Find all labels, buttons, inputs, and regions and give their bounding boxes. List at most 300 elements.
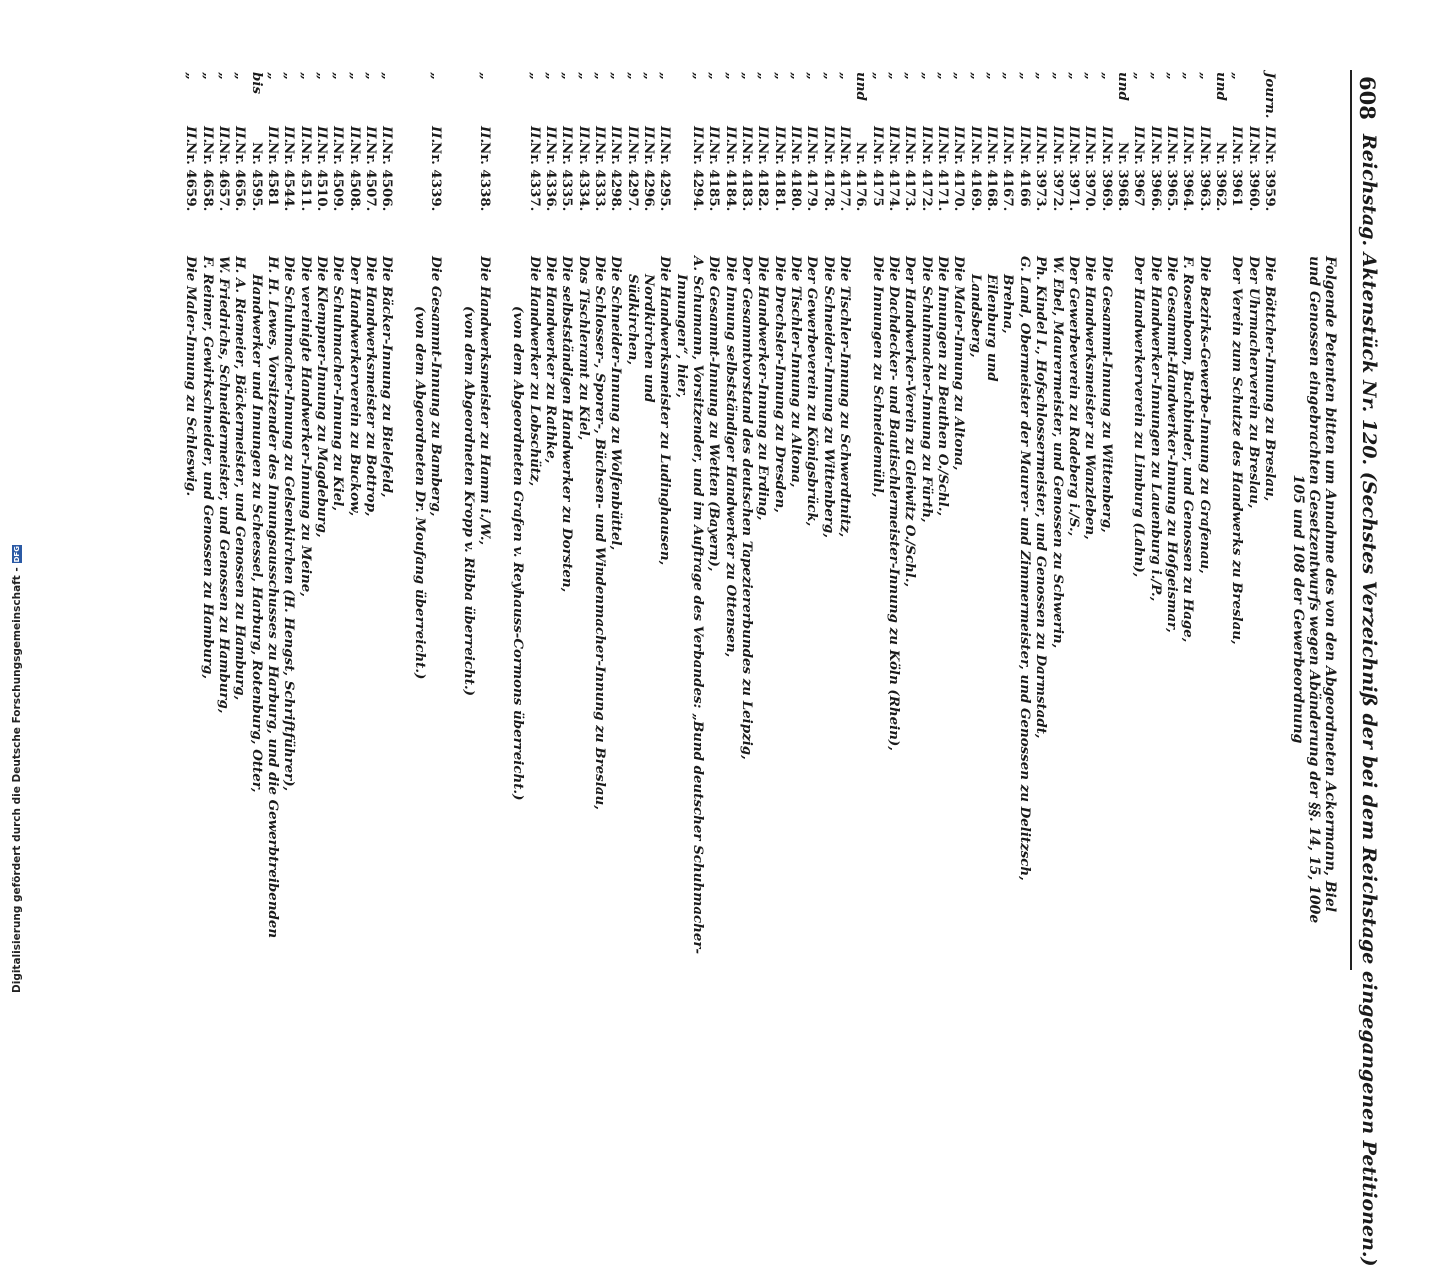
petition-text: Die Drechsler-Innung zu Dresden, [771, 256, 788, 513]
footer [10, 0, 24, 993]
petition-class: II. [886, 126, 903, 144]
petition-row [1180, 70, 1196, 970]
petition-text: Die Maler-Innung zu Schleswig. [183, 256, 200, 497]
petition-row [477, 70, 493, 970]
petition-class: II. [771, 126, 788, 144]
petition-number: Nr. 4168. [984, 142, 1001, 212]
journal-prefix: „ [837, 72, 854, 80]
journal-prefix: „ [363, 72, 380, 80]
journal-prefix: „ [297, 72, 314, 80]
petition-row [755, 70, 771, 970]
petition-row [935, 70, 951, 970]
journal-prefix: „ [1163, 72, 1180, 80]
petition-number: Nr. 4296. [640, 142, 657, 212]
petition-row [1164, 70, 1180, 970]
page-number: 608 [1355, 76, 1380, 120]
petition-number: Nr. 4297. [624, 142, 641, 212]
petition-number: Nr. 4170. [951, 142, 968, 212]
petition-class: II. [542, 126, 559, 144]
petition-text: Der Handwerkerverein zu Buckow, [346, 256, 363, 517]
petition-text: A. Schumann, Vorsitzender, und im Auftrage des Verbandes: „Bund deutscher Schuhmacher- [689, 256, 706, 955]
petition-text: Der Gewerbeverein zu Radeberg i./S., [1065, 256, 1082, 537]
footer-text: Digitalisierung gefördert durch die Deutsche Forschungsgemeinschaft - [11, 567, 23, 993]
journal-prefix: „ [771, 72, 788, 80]
journal-prefix: „ [216, 72, 232, 80]
petition-row [690, 70, 706, 970]
petition-number: Nr. 4337. [526, 142, 543, 212]
journal-prefix: „ [1229, 72, 1246, 80]
petition-text: Der Handwerkerverein zu Limburg (Lahn), [1131, 256, 1148, 578]
petition-class: II. [346, 126, 363, 144]
petition-class: II. [591, 126, 608, 144]
petition-row [1000, 70, 1016, 970]
petition-row [444, 70, 460, 970]
petition-class: II. [1245, 126, 1262, 144]
journal-prefix: „ [330, 72, 347, 80]
petition-text: Die Maler-Innung zu Altona, [951, 256, 968, 471]
petition-row [346, 70, 362, 970]
journal-prefix: „ [967, 72, 984, 80]
journal-prefix: „ [869, 72, 886, 80]
rotated-page-body [80, 70, 1390, 1266]
journal-prefix: „ [640, 72, 657, 80]
petition-row [297, 70, 313, 970]
petition-class: II. [804, 126, 821, 144]
petition-class: II. [232, 126, 249, 144]
petition-number: Nr. 4658. [199, 142, 216, 212]
petition-row [379, 70, 395, 970]
petition-class: II. [918, 126, 935, 144]
petition-number: Nr. 4295. [657, 142, 674, 212]
petition-row [216, 70, 232, 970]
journal-prefix: „ [1180, 72, 1197, 80]
journal-prefix: „ [820, 72, 837, 80]
journal-prefix: „ [265, 72, 282, 80]
petition-text: Die Handwerksmeister zu Bottrop, [363, 256, 380, 517]
journal-prefix: „ [1065, 72, 1082, 80]
petition-class: II. [1180, 126, 1197, 144]
petition-number: Nr. 4510. [314, 142, 331, 212]
journal-prefix: „ [314, 72, 331, 80]
petition-number: Nr. 3963. [1196, 142, 1213, 212]
petition-text: Der Gesammtvorstand des deutschen Tapeziererbundes zu Leipzig, [739, 256, 755, 760]
petition-number: Nr. 3959. [1262, 142, 1278, 212]
petition-text: H. A. Riemeier, Bäckermeister, und Genossen zu Hamburg, [232, 256, 249, 701]
petition-number: Nr. 4338. [477, 142, 494, 212]
petition-number: Nr. 4656. [232, 142, 249, 212]
petition-text: Die Handwerksmeister zu Wanzleben, [1082, 256, 1099, 540]
petition-row [967, 70, 983, 970]
petition-row [363, 70, 379, 970]
petition-number: Nr. 4509. [330, 142, 347, 212]
petition-list [183, 70, 1278, 970]
petition-class: II. [183, 126, 200, 144]
petition-row [869, 70, 885, 970]
petition-text: Die Schuhmacher-Innung zu Kiel, [330, 256, 347, 512]
petition-row [837, 70, 853, 970]
petition-row [788, 70, 804, 970]
journal-prefix: „ [526, 72, 543, 80]
petition-class: II. [1065, 126, 1082, 144]
petition-number: Nr. 3971. [1065, 142, 1082, 212]
petition-text: (von dem Abgeordneten Kropp v. Ribba überreicht.) [461, 306, 478, 696]
petition-row [395, 70, 411, 970]
petition-text: Handwerker und Innungen zu Scheessel, Harburg, Rotenburg, Otter, [248, 274, 265, 793]
journal-prefix: und [853, 72, 870, 101]
journal-prefix: „ [1033, 72, 1050, 80]
petition-text: Landsberg, [967, 274, 984, 358]
petition-row [1098, 70, 1114, 970]
intro-line: 105 und 108 der Gewerbeordnung [1290, 474, 1306, 744]
petition-class: II. [951, 126, 968, 144]
petition-number: Nr. 4659. [183, 142, 200, 212]
petition-class: II. [1033, 126, 1050, 144]
journal-prefix: „ [281, 72, 298, 80]
journal-prefix: „ [951, 72, 968, 80]
petition-row [820, 70, 836, 970]
journal-prefix: „ [542, 72, 559, 80]
petition-number: Nr. 4179. [804, 142, 821, 212]
petition-text: Die Gesammt-Innung zu Wetten (Bayern), [706, 256, 723, 572]
petition-text: Die Handwerksmeister zu Hamm i./W., [477, 256, 494, 546]
petition-number: Nr. 4506. [379, 142, 396, 212]
petition-number: Nr. 4169. [967, 142, 984, 212]
petition-class: II. [526, 126, 543, 144]
petition-class: II. [199, 126, 216, 144]
petition-number: Nr. 4174. [886, 142, 903, 212]
petition-class: II. [788, 126, 805, 144]
petition-class: II. [1262, 126, 1278, 144]
petition-text: Die Böttcher-Innung zu Breslau, [1262, 256, 1278, 502]
petition-row [1115, 70, 1131, 970]
petition-text: Südkirchen, [624, 274, 641, 365]
petition-row [1082, 70, 1098, 970]
petition-text: Die Innungen zu Schneidemühl, [869, 256, 886, 498]
petition-number: Nr. 4334. [575, 142, 592, 212]
journal-prefix: „ [559, 72, 576, 80]
journal-prefix: „ [886, 72, 903, 80]
petition-text: H. H. Lewes, Vorsitzender des Innungsausschusses zu Harburg, und die Gewerbtreibenden [265, 256, 282, 939]
petition-number: Nr. 3966. [1147, 142, 1164, 212]
petition-row [543, 70, 559, 970]
petition-row [1245, 70, 1261, 970]
petition-text: Die Schneider-Innung zu Wittenberg, [820, 256, 837, 538]
petition-number: Nr. 4178. [820, 142, 837, 212]
journal-prefix: „ [346, 72, 363, 80]
petition-number: Nr. 3968. [1114, 142, 1131, 212]
petition-class: II. [1163, 126, 1180, 144]
petition-number: Nr. 4581 [265, 142, 282, 207]
journal-prefix: „ [788, 72, 805, 80]
petition-number: Nr. 4657. [216, 142, 232, 212]
petition-number: Nr. 4294. [689, 142, 706, 212]
petition-number: Nr. 4180. [788, 142, 805, 212]
journal-prefix: „ [755, 72, 772, 80]
journal-prefix: „ [199, 72, 216, 80]
journal-prefix: „ [739, 72, 755, 80]
journal-prefix: „ [689, 72, 706, 80]
petition-class: II. [739, 126, 755, 144]
petition-number: Nr. 3972. [1049, 142, 1066, 212]
petition-row [232, 70, 248, 970]
journal-prefix: „ [379, 72, 396, 80]
journal-prefix: und [1114, 72, 1131, 101]
petition-row [412, 70, 428, 970]
petition-class: II. [935, 126, 952, 144]
journal-prefix: „ [1147, 72, 1164, 80]
petition-row [624, 70, 640, 970]
intro-paragraph [1290, 256, 1338, 962]
petition-number: Nr. 4166 [1016, 142, 1033, 207]
petition-class: II. [837, 126, 854, 144]
petition-class: II. [689, 126, 706, 144]
petition-number: Nr. 3961 [1229, 142, 1246, 207]
page-header [1346, 70, 1390, 1266]
petition-number: Nr. 3973. [1033, 142, 1050, 212]
petition-text: Die Bäcker-Innung zu Bielefeld, [379, 256, 396, 498]
journal-prefix: „ [804, 72, 821, 80]
petition-row [592, 70, 608, 970]
petition-row [722, 70, 738, 970]
journal-prefix: „ [591, 72, 608, 80]
petition-row [1147, 70, 1163, 970]
petition-text: Die Schlosser-, Sporer-, Büchsen- und Windenmacher-Innung zu Breslau, [591, 256, 608, 810]
journal-prefix: und [1212, 72, 1229, 101]
petition-number: Nr. 4508. [346, 142, 363, 212]
petition-number: Nr. 3962. [1212, 142, 1229, 212]
petition-number: Nr. 4171. [935, 142, 952, 212]
petition-row [951, 70, 967, 970]
petition-row [1229, 70, 1245, 970]
petition-class: II. [608, 126, 625, 144]
petition-text: Die Handwerker zu Rathke, [542, 256, 559, 464]
petition-class: II. [216, 126, 232, 144]
petition-text: Die Handwerksmeister zu Ludinghausen, [657, 256, 674, 566]
petition-class: II. [1098, 126, 1115, 144]
petition-text: Die Dachdecker- und Bautischlermeister-Innung zu Köln (Rhein), [886, 256, 903, 751]
petition-number: Nr. 4184. [722, 142, 739, 212]
journal-prefix: „ [1082, 72, 1099, 80]
petition-number: Nr. 4182. [755, 142, 772, 212]
petition-class: II. [755, 126, 772, 144]
petition-number: Nr. 4173. [902, 142, 919, 212]
petition-class: II. [428, 126, 445, 144]
petition-text: Die Gesammt-Innung zu Bamberg, [428, 256, 445, 517]
petition-number: Nr. 4511. [297, 142, 314, 212]
petition-row [1196, 70, 1212, 970]
petition-number: Nr. 4333. [591, 142, 608, 212]
petition-number: Nr. 4339. [428, 142, 445, 212]
page-title: Reichstag. Aktenstück Nr. 120. (Sechstes Verzeichniß der bei dem Reichstage eingegangenen Petitionen.) [1358, 134, 1380, 1266]
petition-class: II. [1049, 126, 1066, 144]
petition-class: II. [722, 126, 739, 144]
petition-text: Die Innungen zu Beuthen O./Schl., [935, 256, 952, 517]
petition-row [575, 70, 591, 970]
petition-row [265, 70, 281, 970]
dfg-logo: DFG [13, 546, 21, 563]
journal-prefix: „ [935, 72, 952, 80]
petition-text: F. Rosenboom, Buchbinder, und Genossen zu Hage, [1180, 256, 1197, 643]
petition-text: Der Uhrmacherverein zu Breslau, [1245, 256, 1262, 509]
journal-prefix: „ [183, 72, 200, 80]
petition-number: Nr. 3960. [1245, 142, 1262, 212]
petition-text: Innungen“, hier, [673, 274, 690, 398]
petition-row [510, 70, 526, 970]
petition-number: Nr. 4176. [853, 142, 870, 212]
petition-text: Die selbstständigen Handwerker zu Dorsten, [559, 256, 576, 593]
journal-prefix: „ [657, 72, 674, 80]
petition-number: Nr. 4185. [706, 142, 723, 212]
petition-text: G. Land, Obermeister der Maurer- und Zimmermeister, und Genossen zu Delitzsch, [1016, 256, 1033, 881]
petition-row [1262, 70, 1278, 970]
petition-row [918, 70, 934, 970]
petition-row [804, 70, 820, 970]
petition-row [494, 70, 510, 970]
petition-class: II. [820, 126, 837, 144]
petition-row [1066, 70, 1082, 970]
petition-text: Brehna, [1000, 274, 1017, 334]
petition-number: Nr. 4177. [837, 142, 854, 212]
petition-class: II. [1147, 126, 1164, 144]
journal-prefix: „ [477, 72, 494, 80]
journal-prefix: „ [1000, 72, 1017, 80]
petition-number: Nr. 4336. [542, 142, 559, 212]
petition-text: F. Reimer, Gewirkschneider, und Genossen zu Hamburg, [199, 256, 216, 680]
petition-text: W. Ebel, Maurermeister, und Genossen zu Schwerin, [1049, 256, 1066, 649]
petition-row [1213, 70, 1229, 970]
petition-class: II. [902, 126, 919, 144]
journal-prefix: „ [918, 72, 935, 80]
petition-number: Nr. 4175 [869, 142, 886, 207]
journal-prefix: „ [1049, 72, 1066, 80]
petition-row [526, 70, 542, 970]
petition-number: Nr. 3970. [1082, 142, 1099, 212]
journal-prefix: „ [984, 72, 1001, 80]
petition-row [248, 70, 264, 970]
petition-number: Nr. 4544. [281, 142, 298, 212]
petition-class: II. [314, 126, 331, 144]
petition-text: Die Klempner-Innung zu Magdeburg, [314, 256, 331, 538]
petition-text: Die Schuhmacher-Innung zu Gelsenkirchen (H. Hengst, Schriftführer), [281, 256, 298, 792]
petition-row [739, 70, 755, 970]
petition-number: Nr. 4167. [1000, 142, 1017, 212]
petition-class: II. [967, 126, 984, 144]
petition-text: Die Tischler-Innung zu Altona, [788, 256, 805, 488]
petition-text: Die Innung selbstständiger Handwerker zu Ottensen, [722, 256, 739, 658]
petition-row [673, 70, 689, 970]
petition-class: II. [379, 126, 396, 144]
petition-class: II. [297, 126, 314, 144]
petition-row [1131, 70, 1147, 970]
journal-prefix: „ [1196, 72, 1213, 80]
petition-text: Die Handwerker-Innungen zu Lauenburg i./P., [1147, 256, 1164, 602]
petition-row [886, 70, 902, 970]
journal-prefix: „ [1098, 72, 1115, 80]
journal-prefix: „ [624, 72, 641, 80]
petition-row [314, 70, 330, 970]
petition-row [1017, 70, 1033, 970]
petition-number: Nr. 4298. [608, 142, 625, 212]
petition-text: Die Gesammt-Innung zu Wittenberg, [1098, 256, 1115, 533]
petition-row [559, 70, 575, 970]
journal-prefix: Journ. [1262, 72, 1278, 119]
intro-line: Folgende Petenten bitten um Annahme des von den Abgeordneten Ackermann, Biel [1322, 256, 1338, 913]
petition-class: II. [1000, 126, 1017, 144]
petition-text: Nordkirchen und [640, 274, 657, 403]
petition-text: Eilenburg und [984, 274, 1001, 382]
petition-number: Nr. 4335. [559, 142, 576, 212]
petition-class: II. [477, 126, 494, 144]
petition-row [657, 70, 673, 970]
petition-text: W. Friedrichs, Schneidermeister, und Genossen zu Hamburg, [216, 256, 232, 714]
petition-row [902, 70, 918, 970]
journal-prefix: „ [1131, 72, 1148, 80]
journal-prefix: „ [902, 72, 919, 80]
petition-number: Nr. 4172. [918, 142, 935, 212]
petition-row [771, 70, 787, 970]
journal-prefix: „ [232, 72, 249, 80]
petition-text: Der Verein zum Schutze des Handwerks zu Breslau, [1229, 256, 1246, 645]
petition-row [641, 70, 657, 970]
petition-number: Nr. 3967 [1131, 142, 1148, 207]
journal-prefix: „ [575, 72, 592, 80]
petition-class: II. [869, 126, 886, 144]
petition-number: Nr. 4507. [363, 142, 380, 212]
petition-row [428, 70, 444, 970]
journal-prefix: bis [248, 72, 265, 94]
petition-row [1033, 70, 1049, 970]
petition-number: Nr. 4595. [248, 142, 265, 212]
journal-prefix: „ [1016, 72, 1033, 80]
journal-prefix: „ [608, 72, 625, 80]
petition-class: II. [624, 126, 641, 144]
petition-text: Die Schuhmacher-Innung zu Fürth, [918, 256, 935, 523]
petition-class: II. [1082, 126, 1099, 144]
petition-text: Ph. Kindel I., Hofschlossermeister, und Genossen zu Darmstadt, [1033, 256, 1050, 739]
petition-number: Nr. 3964. [1180, 142, 1197, 212]
petition-class: II. [1016, 126, 1033, 144]
petition-class: II. [1131, 126, 1148, 144]
petition-row [608, 70, 624, 970]
petition-class: II. [363, 126, 380, 144]
intro-line: und Genossen eingebrachten Gesetzentwurfs wegen Abänderung der §§. 14, 15, 100e [1306, 256, 1322, 924]
journal-prefix: „ [428, 72, 445, 80]
petition-text: Das Tischleramt zu Kiel, [575, 256, 592, 441]
petition-class: II. [1196, 126, 1213, 144]
petition-text: Die Bezirks-Gewerbe-Innung zu Grafenau, [1196, 256, 1213, 574]
petition-row [330, 70, 346, 970]
petition-text: Die Schneider-Innung zu Wolfenbüttel, [608, 256, 625, 551]
journal-prefix: „ [706, 72, 723, 80]
petition-class: II. [1229, 126, 1246, 144]
petition-row [984, 70, 1000, 970]
petition-class: II. [657, 126, 674, 144]
petition-class: II. [281, 126, 298, 144]
petition-row [853, 70, 869, 970]
petition-class: II. [559, 126, 576, 144]
petition-row [706, 70, 722, 970]
petition-row [281, 70, 297, 970]
petition-text: (von dem Abgeordneten Grafen v. Reyhauss-Cormons überreicht.) [510, 306, 527, 801]
petition-number: Nr. 3969. [1098, 142, 1115, 212]
petition-text: Die vereinigte Handwerker-Innung zu Meine, [297, 256, 314, 597]
petition-number: Nr. 4181. [771, 142, 788, 212]
petition-class: II. [575, 126, 592, 144]
petition-text: Die Handwerker zu Lobschütz, [526, 256, 543, 487]
petition-class: II. [330, 126, 347, 144]
petition-text: Die Gesammt-Handwerker-Innung zu Hofgeismar, [1163, 256, 1180, 633]
journal-prefix: „ [722, 72, 739, 80]
